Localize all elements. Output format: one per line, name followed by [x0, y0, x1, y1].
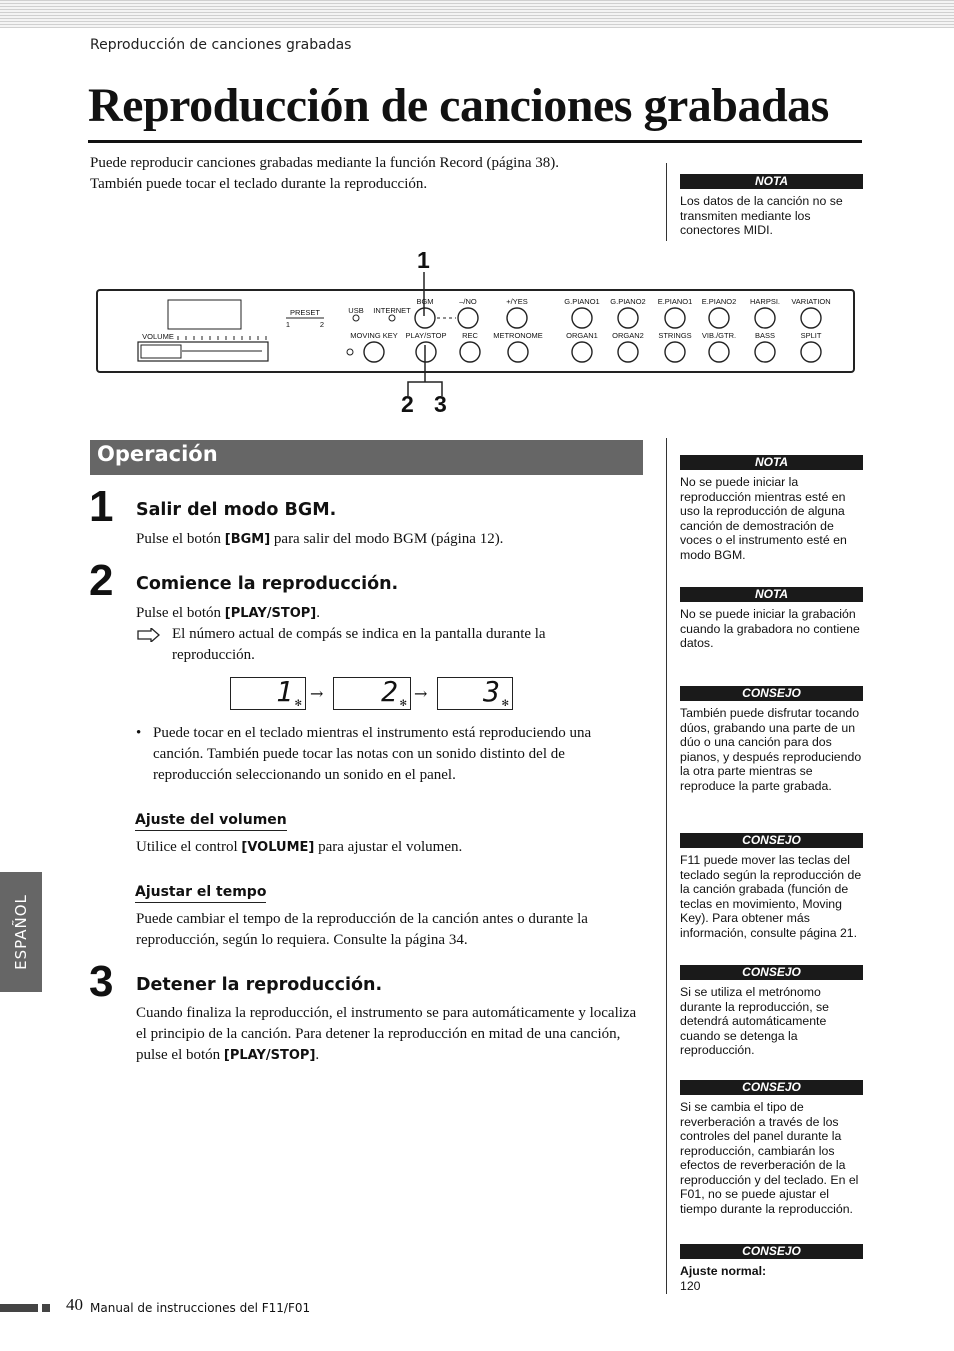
- note-box: [680, 587, 863, 651]
- control-panel: [96, 289, 855, 373]
- internet-label: INTERNET: [373, 306, 411, 315]
- text: .: [315, 1047, 320, 1063]
- step-number: 3: [89, 957, 114, 1006]
- text: .: [316, 605, 320, 621]
- voice-label: E.PIANO1: [657, 297, 693, 306]
- text: para ajustar el volumen.: [314, 839, 463, 855]
- tip-label: Ajuste normal:: [680, 1264, 767, 1278]
- page-title: Reproducción de canciones grabadas: [88, 79, 829, 132]
- subsection-text: [136, 837, 646, 858]
- note-text: No se puede iniciar la reproducción mientras esté en uso la reproducción de alguna canción de demostración de voces o el instrumento esté en modo BGM.: [680, 475, 847, 562]
- metronome-label: METRONOME: [493, 331, 543, 340]
- voice-label: VARIATION: [791, 297, 831, 306]
- arrow-right-icon: →: [414, 684, 428, 703]
- lcd-digit: 2: [381, 675, 398, 708]
- tip-text: F11 puede mover las teclas del teclado según la reproducción de la canción grabada (función de teclas en movimiento, Moving Key). Para obtener más información, consulte página 21.: [680, 853, 862, 940]
- lcd-digit: 1: [276, 675, 293, 708]
- key-name: [BGM]: [224, 532, 271, 547]
- step-number: 2: [89, 556, 114, 605]
- tip-tag: CONSEJO: [680, 833, 863, 848]
- note-text: No se puede iniciar la grabación cuando la grabadora no contiene datos.: [680, 607, 860, 650]
- key-name: [PLAY/STOP]: [224, 606, 317, 621]
- asterisk-icon: ✻: [501, 699, 509, 709]
- subsection-text: Puede cambiar el tempo de la reproducción de la canción antes o durante la reproducción, según lo requiera. Consulte la página 34.: [136, 911, 588, 948]
- footer-bar: [0, 1304, 38, 1312]
- bullet-text: Puede tocar en el teclado mientras el instrumento está reproduciendo una canción. También puede tocar las notas con un sonido distinto del de reproducción seleccionando un sonido en el panel.: [153, 725, 592, 783]
- step-title: Salir del modo BGM.: [136, 500, 337, 520]
- subsection-title: Ajustar el tempo: [135, 884, 266, 903]
- bgm-label: BGM: [416, 297, 434, 306]
- tip-box: [680, 1080, 863, 1216]
- tip-box: [680, 1244, 863, 1293]
- lcd-display: [437, 677, 513, 710]
- result-arrow-icon: [137, 628, 161, 642]
- text: Utilice el control: [136, 839, 242, 855]
- asterisk-icon: ✻: [399, 699, 407, 709]
- preset-2-label: 2: [319, 320, 325, 329]
- note-tag: NOTA: [680, 455, 863, 470]
- no-label: –/NO: [459, 297, 477, 306]
- intro-line: Puede reproducir canciones grabadas mediante la función Record (página 38).: [90, 155, 559, 171]
- play-stop-label: PLAY/STOP: [405, 331, 447, 340]
- tip-box: [680, 833, 863, 940]
- tip-text: También puede disfrutar tocando dúos, grabando una parte de un dúo o una canción para dos pianos, y después reproduciendo la otra parte mientras se reproduce la parte grabada.: [680, 706, 862, 793]
- language-label: ESPAÑOL: [12, 894, 30, 970]
- text: Pulse el botón: [136, 531, 225, 547]
- note-tag: NOTA: [680, 174, 863, 189]
- manual-title: Manual de instrucciones del F11/F01: [90, 1301, 311, 1315]
- yes-label: +/YES: [506, 297, 528, 306]
- preset-1-label: 1: [285, 320, 291, 329]
- running-header: Reproducción de canciones grabadas: [90, 37, 352, 53]
- step-title: Detener la reproducción.: [136, 975, 383, 995]
- panel-drawing: [98, 291, 853, 371]
- tip-tag: CONSEJO: [680, 686, 863, 701]
- sidebar-rule: [666, 438, 667, 1294]
- rec-label: REC: [462, 331, 478, 340]
- key-name: [VOLUME]: [241, 840, 315, 855]
- callout-3: 3: [434, 391, 447, 417]
- text: para salir del modo BGM (página 12).: [270, 531, 504, 547]
- preset-label: PRESET: [289, 308, 321, 317]
- step-text: [136, 1003, 646, 1066]
- section-heading: [90, 440, 643, 475]
- callout-1: 1: [417, 247, 430, 273]
- tip-text: Si se utiliza el metrónomo durante la reproducción, se detendrá automáticamente cuando se detenga la reproducción.: [680, 985, 830, 1057]
- page-number: 40: [66, 1295, 83, 1314]
- volume-label: VOLUME: [142, 332, 174, 341]
- text: Pulse el botón: [136, 605, 225, 621]
- step-number: 1: [89, 482, 114, 531]
- key-name: [PLAY/STOP]: [223, 1048, 316, 1063]
- result-text: El número actual de compás se indica en la pantalla durante la reproducción.: [172, 626, 546, 663]
- tip-tag: CONSEJO: [680, 965, 863, 980]
- tip-box: [680, 686, 863, 793]
- tip-tag: CONSEJO: [680, 1244, 863, 1259]
- voice-label: ORGAN1: [566, 331, 598, 340]
- arrow-right-icon: →: [310, 684, 324, 703]
- step-title: Comience la reproducción.: [136, 574, 399, 594]
- voice-label: ORGAN2: [612, 331, 644, 340]
- voice-label: E.PIANO2: [701, 297, 737, 306]
- tip-tag: CONSEJO: [680, 1080, 863, 1095]
- step-text: [136, 603, 646, 624]
- asterisk-icon: ✻: [294, 699, 302, 709]
- voice-label: G.PIANO1: [564, 297, 600, 306]
- note-tag: NOTA: [680, 587, 863, 602]
- intro-line: También puede tocar el teclado durante la reproducción.: [90, 176, 428, 192]
- voice-label: BASS: [754, 331, 776, 340]
- voice-label: G.PIANO2: [610, 297, 646, 306]
- voice-label: SPLIT: [800, 331, 822, 340]
- voice-label: STRINGS: [658, 331, 692, 340]
- callout-2: 2: [401, 391, 414, 417]
- subsection-title: Ajuste del volumen: [135, 812, 287, 831]
- lcd-digit: 3: [483, 675, 500, 708]
- voice-label: VIB./GTR.: [701, 331, 737, 340]
- footer-square: [42, 1304, 50, 1312]
- note-text: Los datos de la canción no se transmiten mediante los conectores MIDI.: [680, 194, 843, 237]
- section-title: Operación: [97, 442, 218, 466]
- lcd-display: [230, 677, 306, 710]
- step-text: [136, 529, 646, 550]
- bullet-icon: •: [136, 725, 142, 741]
- moving-key-label: MOVING KEY: [350, 331, 398, 340]
- language-tab: [0, 872, 42, 992]
- tip-box: [680, 965, 863, 1058]
- text: Cuando finaliza la reproducción, el instrumento se para automáticamente y localiza el principio de la canción. Para detener la reproducción en mitad de una canción, pulse el botón: [136, 1005, 637, 1063]
- voice-label: HARPSI.: [749, 297, 781, 306]
- tip-text: Si se cambia el tipo de reverberación a través de los controles del panel durante la reproducción, cambiarán los efectos de reverberación de la reproducción y del teclado. En el F01, no se puede ajustar el tiempo durante la reproducción.: [680, 1100, 859, 1216]
- usb-label: USB: [348, 306, 364, 315]
- note-box: [680, 455, 863, 562]
- tip-text: 120: [680, 1278, 701, 1293]
- lcd-display: [333, 677, 411, 710]
